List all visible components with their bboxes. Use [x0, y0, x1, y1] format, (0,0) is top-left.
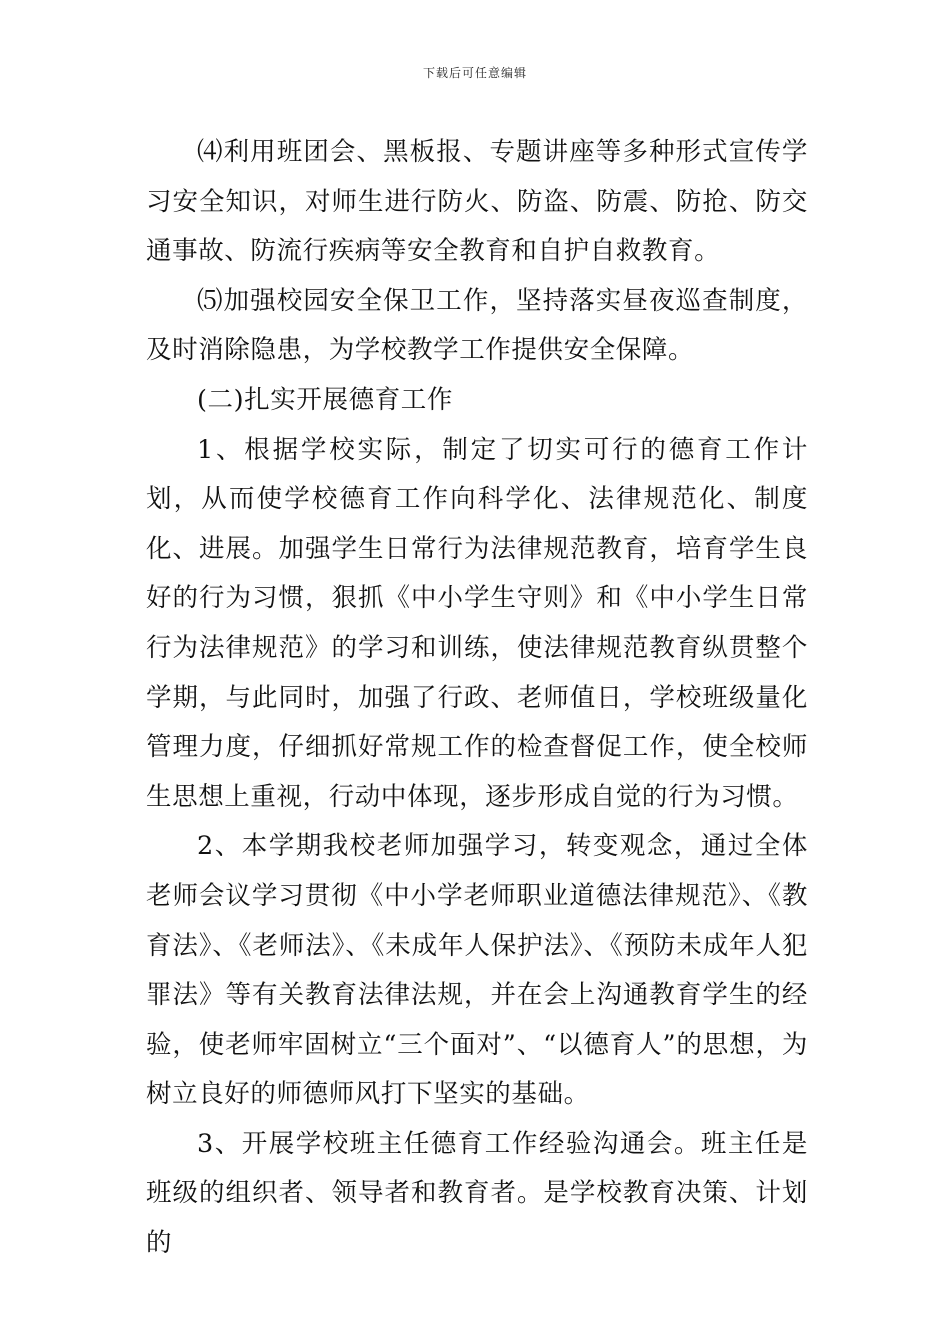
paragraph-moral-plan: 1、根据学校实际，制定了切实可行的德育工作计划，从而使学校德育工作向科学化、法律规范化、制度化、进展。加强学生日常行为法律规范教育，培育学生良好的行为习惯，狠抓《中小学生守则》和《中小学生日常行为法律规范》的学习和训练，使法律规范教育纵贯整个学期，与此同时，加强了行政、老师值日，学校班级量化管理力度，仔细抓好常规工作的检查督促工作，使全校师生思想上重视，行动中体现，逐步形成自觉的行为习惯。 [146, 434, 808, 812]
paragraph-safety-education: ⑷利用班团会、黑板报、专题讲座等多种形式宣传学习安全知识，对师生进行防火、防盗、防震、防抢、防交通事故、防流行疾病等安全教育和自护自救教育。 [146, 137, 808, 267]
paragraph-headteacher-meeting: 3、开展学校班主任德育工作经验沟通会。班主任是班级的组织者、领导者和教育者。是学校教育决策、计划的 [146, 1128, 808, 1259]
paragraph-campus-security: ⑸加强校园安全保卫工作，坚持落实昼夜巡查制度，及时消除隐患，为学校教学工作提供安全保障。 [146, 285, 808, 366]
paragraph-teacher-study: 2、本学期我校老师加强学习，转变观念，通过全体老师会议学习贯彻《中小学老师职业道德法律规范》、《教育法》、《老师法》、《未成年人保护法》、《预防未成年人犯罪法》等有关教育法律法规，并在会上沟通教育学生的经验，使老师牢固树立“三个面对”、“以德育人”的思想，为树立良好的师德师风打下坚实的基础。 [146, 831, 808, 1110]
section-heading-moral-education: (二)扎实开展德育工作 [197, 384, 453, 415]
document-body [146, 128, 808, 1269]
page-header: 下载后可任意编辑 [422, 66, 527, 80]
